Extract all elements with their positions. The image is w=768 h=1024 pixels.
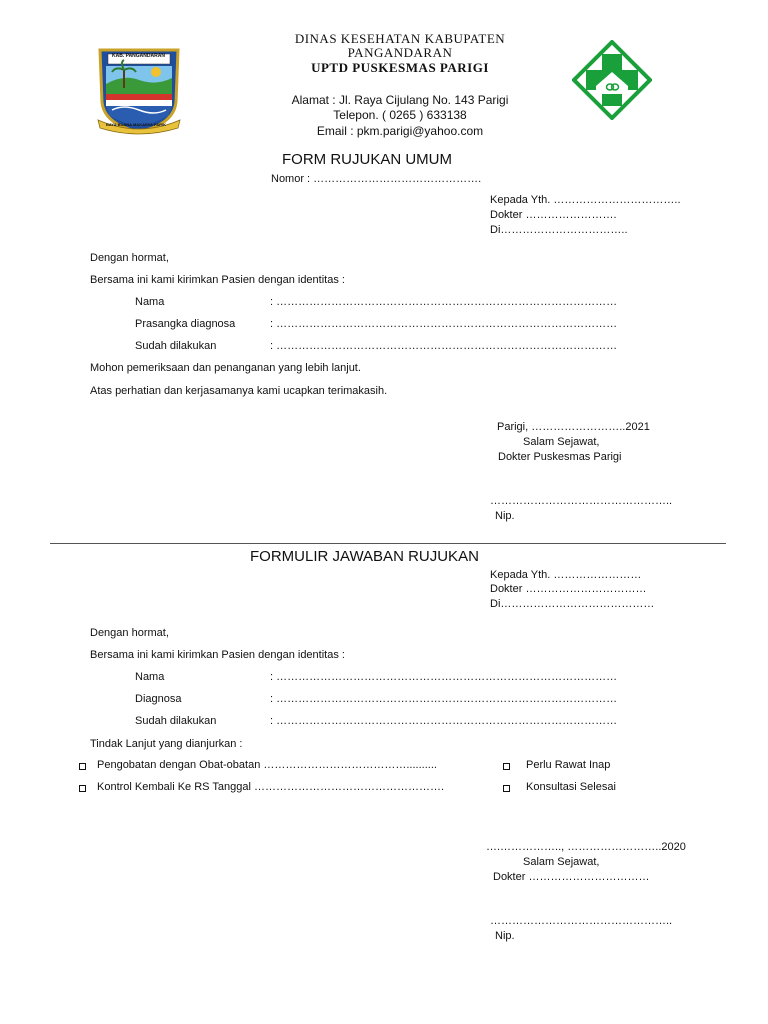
form1-sign-nip: Nip. xyxy=(495,510,515,522)
form2-to-line2: Dokter …………………………… xyxy=(490,583,647,595)
form2-intro: Bersama ini kami kirimkan Pasien dengan identitas : xyxy=(90,649,345,661)
form1-sign-date: Parigi, ……………………..2021 xyxy=(497,421,650,433)
form2-sign-role: Dokter …………………………… xyxy=(493,871,650,883)
logo-top-text: KAB. PANGANDARAN xyxy=(112,53,165,59)
form1-field-value-sudah[interactable]: : ………………………………………………………………………………… xyxy=(270,340,618,352)
form2-follow-up-label: Tindak Lanjut yang dianjurkan : xyxy=(90,738,243,750)
option-rawat-inap-checkbox[interactable] xyxy=(503,761,510,773)
option-kontrol-checkbox[interactable] xyxy=(79,783,86,795)
header-line2: PANGANDARAN xyxy=(347,45,453,60)
form2-field-label-nama: Nama xyxy=(135,671,165,683)
form1-intro: Bersama ini kami kirimkan Pasien dengan identitas : xyxy=(90,274,345,286)
form1-field-value-nama[interactable]: : ………………………………………………………………………………… xyxy=(270,296,618,308)
form1-to-line2: Dokter ……………………. xyxy=(490,209,617,221)
form1-field-value-diagnosa[interactable]: : ………………………………………………………………………………… xyxy=(270,318,618,330)
form1-title: FORM RUJUKAN UMUM xyxy=(282,151,452,168)
form1-sign-salam: Salam Sejawat, xyxy=(523,436,600,448)
logo-bottom-text: BAYA BUANA MAKARYA PARIK xyxy=(106,122,167,127)
form2-title: FORMULIR JAWABAN RUJUKAN xyxy=(250,548,479,565)
form2-to-line1: Kepada Yth. …………………… xyxy=(490,569,642,581)
form1-thanks: Atas perhatian dan kerjasamanya kami ucapkan terimakasih. xyxy=(90,385,388,397)
form2-field-value-diagnosa[interactable]: : ………………………………………………………………………………… xyxy=(270,693,618,705)
form1-request: Mohon pemeriksaan dan penanganan yang lebih lanjut. xyxy=(90,362,361,374)
form2-greeting: Dengan hormat, xyxy=(90,627,169,639)
form2-field-value-nama[interactable]: : ………………………………………………………………………………… xyxy=(270,671,618,683)
form2-sign-date: ….…………….., ……………………..2020 xyxy=(486,841,686,853)
option-obat-label: Pengobatan dengan Obat-obatan ………………………………….......... xyxy=(97,759,437,771)
header-line1: DINAS KESEHATAN KABUPATEN xyxy=(294,31,506,46)
form1-sign-role: Dokter Puskesmas Parigi xyxy=(498,451,622,463)
form1-to-line1: Kepada Yth. …………………………….. xyxy=(490,194,681,206)
form1-field-label-nama: Nama xyxy=(135,296,165,308)
form1-greeting: Dengan hormat, xyxy=(90,252,169,264)
form2-field-value-sudah[interactable]: : ………………………………………………………………………………… xyxy=(270,715,618,727)
form2-sign-salam: Salam Sejawat, xyxy=(523,856,600,868)
form1-to-line3: Di…………………………….. xyxy=(490,224,628,236)
form2-field-label-sudah: Sudah dilakukan xyxy=(135,715,217,727)
form1-field-label-diagnosa: Prasangka diagnosa xyxy=(135,318,236,330)
puskesmas-logo xyxy=(572,40,652,120)
header-email: Email : pkm.parigi@yahoo.com xyxy=(316,124,484,138)
form2-sign-nip: Nip. xyxy=(495,930,515,942)
form2-sign-dots: ………………………………………….. xyxy=(490,915,673,927)
regency-logo xyxy=(94,40,184,136)
option-obat-checkbox[interactable] xyxy=(79,761,86,773)
form1-sign-dots: ………………………………………….. xyxy=(490,495,673,507)
option-konsultasi-label: Konsultasi Selesai xyxy=(526,781,616,793)
form1-field-label-sudah: Sudah dilakukan xyxy=(135,340,217,352)
header-line3: UPTD PUSKESMAS PARIGI xyxy=(311,60,489,75)
form2-to-line3: Di…………………………………… xyxy=(490,598,655,610)
option-konsultasi-checkbox[interactable] xyxy=(503,783,510,795)
form1-nomor: Nomor : ………………………………………. xyxy=(271,173,482,185)
option-rawat-inap-label: Perlu Rawat Inap xyxy=(526,759,611,771)
section-divider xyxy=(50,543,726,544)
option-kontrol-label: Kontrol Kembali Ke RS Tanggal ……………………………………………. xyxy=(97,781,444,793)
form2-field-label-diagnosa: Diagnosa xyxy=(135,693,182,705)
header-phone: Telepon. ( 0265 ) 633138 xyxy=(333,108,467,122)
header-address: Alamat : Jl. Raya Cijulang No. 143 Parigi xyxy=(291,93,509,107)
